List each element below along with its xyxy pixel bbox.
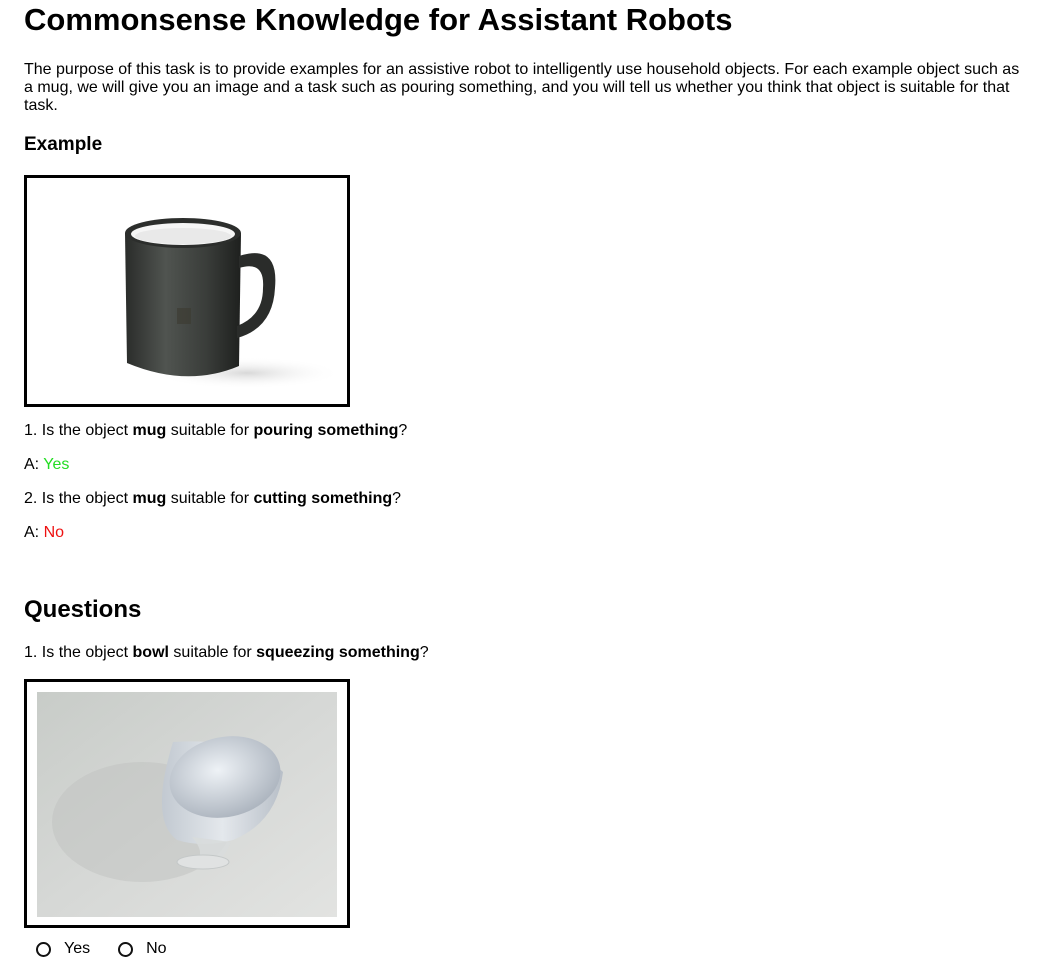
- page-title: Commonsense Knowledge for Assistant Robots: [24, 2, 733, 37]
- question-1: 1. Is the object bowl suitable for squeezing something?: [24, 644, 429, 661]
- example-answer-1: A: Yes: [24, 456, 70, 473]
- question-image-frame: [24, 679, 350, 928]
- example-question-1: 1. Is the object mug suitable for pouring something?: [24, 422, 408, 439]
- example-answer-2: A: No: [24, 524, 65, 541]
- answer-no: No: [43, 524, 65, 541]
- example-question-2: 2. Is the object mug suitable for cutting something?: [24, 490, 402, 507]
- example-heading: Example: [24, 134, 103, 155]
- no-radio[interactable]: [118, 942, 133, 957]
- questions-heading: Questions: [24, 596, 142, 623]
- bowl-image: [37, 692, 337, 917]
- task-description: The purpose of this task is to provide examples for an assistive robot to intelligently use household objects. For each example object such as a mug, we will give you an image and a task such as pouring something, and you will tell us whether you think that object is suitable for that task.: [24, 61, 1020, 114]
- answer-yes: Yes: [43, 456, 70, 473]
- example-image-frame: [24, 175, 350, 407]
- yes-radio[interactable]: [36, 942, 51, 957]
- mug-image: [37, 188, 337, 398]
- option-no[interactable]: No: [118, 940, 166, 958]
- option-yes[interactable]: Yes: [36, 940, 90, 958]
- answer-options: [36, 940, 195, 958]
